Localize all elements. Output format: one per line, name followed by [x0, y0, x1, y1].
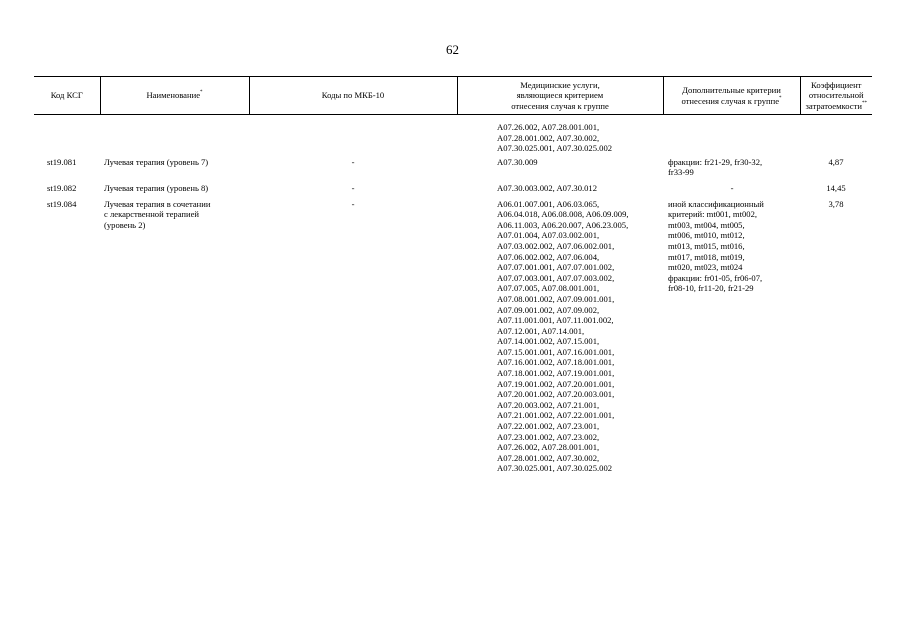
header-mkb: Коды по МКБ-10: [249, 77, 457, 115]
cost-coefficient: 14,45: [826, 182, 846, 193]
additional-criteria-line: критерий: mt001, mt002,: [668, 209, 758, 220]
additional-criteria-line: mt003, mt004, mt005,: [668, 219, 745, 230]
medical-services-line: A07.28.001.002, A07.30.002,: [497, 132, 600, 143]
medical-services-line: A07.14.001.002, A07.15.001,: [497, 336, 600, 347]
medical-services-line: A07.20.001.002, A07.20.003.001,: [497, 389, 615, 400]
ksg-name: [100, 198, 249, 474]
table-row: [34, 198, 872, 474]
medical-services-line: A07.01.004, A07.03.002.001,: [497, 230, 600, 241]
medical-services-line: A07.30.009: [497, 156, 538, 167]
medical-services-line: A07.12.001, A07.14.001,: [497, 325, 585, 336]
mkb-codes: -: [351, 156, 355, 167]
ksg-code: st19.082: [47, 182, 77, 193]
ksg-name-line: (уровень 2): [104, 219, 146, 230]
additional-criteria-line: фракции: fr21-29, fr30-32,: [668, 156, 763, 167]
header-code: Код КСГ: [34, 77, 100, 115]
medical-services-line: A06.01.007.001, A06.03.065,: [497, 198, 600, 209]
header-name: Наименование*: [100, 77, 249, 115]
medical-services-line: A07.20.003.002, A07.21.001,: [497, 399, 600, 410]
medical-services-line: A07.22.001.002, A07.23.001,: [497, 421, 600, 432]
header-coefficient: [800, 77, 872, 115]
header-services-line: являющиеся критерием: [516, 90, 604, 101]
table-row: [34, 182, 872, 194]
medical-services-line: A06.04.018, A06.08.008, A06.09.009,: [497, 209, 629, 220]
medical-services-line: A07.18.001.002, A07.19.001.001,: [497, 368, 615, 379]
ksg-code: st19.084: [47, 198, 77, 209]
mkb-codes: -: [351, 198, 355, 209]
table-row: [34, 121, 872, 154]
header-services-line: отнесения случая к группе: [511, 100, 609, 111]
header-criteria-line: отнесения случая к группе*: [681, 95, 782, 106]
medical-services-line: A07.07.005, A07.08.001.001,: [497, 283, 600, 294]
mkb-codes: -: [351, 182, 355, 193]
table-row: [34, 156, 872, 178]
medical-services: [457, 121, 663, 154]
additional-criteria-line: mt013, mt015, mt016,: [668, 240, 745, 251]
additional-criteria-line: -: [730, 182, 734, 193]
header-criteria-line: Дополнительные критерии: [682, 84, 781, 95]
additional-criteria-line: fr33-99: [668, 167, 694, 178]
ksg-name-line: с лекарственной терапией: [104, 209, 200, 220]
ksg-name-line: Лучевая терапия (уровень 7): [104, 156, 209, 167]
medical-services-line: A07.03.002.002, A07.06.002.001,: [497, 240, 615, 251]
medical-services-line: A07.06.002.002, A07.06.004,: [497, 251, 600, 262]
ksg-code: [34, 121, 100, 154]
header-coefficient-line: затратоемкости**: [805, 100, 867, 111]
additional-criteria-line: mt006, mt010, mt012,: [668, 230, 745, 241]
medical-services-line: A07.09.001.002, A07.09.002,: [497, 304, 600, 315]
cost-coefficient: 4,87: [828, 156, 844, 167]
medical-services-line: A07.21.001.002, A07.22.001.001,: [497, 410, 615, 421]
header-criteria: [663, 77, 800, 115]
table-header: [34, 77, 872, 115]
additional-criteria: [663, 121, 800, 154]
footnote-mark: **: [861, 100, 867, 106]
additional-criteria-line: mt020, mt023, mt024: [668, 262, 743, 273]
ksg-name-line: Лучевая терапия в сочетании: [104, 198, 211, 209]
ksg-name: [100, 121, 249, 154]
medical-services-line: A07.26.002, A07.28.001.001,: [497, 442, 600, 453]
additional-criteria-line: фракции: fr01-05, fr06-07,: [668, 272, 763, 283]
header-services: [457, 77, 663, 115]
additional-criteria: [663, 156, 800, 178]
footnote-mark: *: [200, 90, 203, 96]
cost-coefficient: 3,78: [828, 198, 844, 209]
medical-services-line: A07.30.003.002, A07.30.012: [497, 182, 598, 193]
ksg-table: [34, 76, 872, 474]
header-services-line: Медицинские услуги,: [520, 79, 600, 90]
medical-services-line: A07.23.001.002, A07.23.002,: [497, 431, 600, 442]
page-number: 62: [446, 42, 459, 57]
table-body: [34, 115, 872, 475]
medical-services-line: A07.16.001.002, A07.18.001.001,: [497, 357, 615, 368]
mkb-codes: [249, 121, 457, 154]
ksg-code: st19.081: [47, 156, 77, 167]
ksg-name: [100, 156, 249, 178]
header-coefficient-line: Коэффициент: [811, 79, 862, 90]
medical-services-line: A06.11.003, A06.20.007, A06.23.005,: [497, 219, 629, 230]
medical-services-line: A07.28.001.002, A07.30.002,: [497, 452, 600, 463]
medical-services-line: A07.15.001.001, A07.16.001.001,: [497, 346, 615, 357]
medical-services: [457, 156, 663, 178]
cost-coefficient: [800, 121, 872, 154]
additional-criteria: [663, 198, 800, 474]
medical-services-line: A07.07.001.001, A07.07.001.002,: [497, 262, 615, 273]
additional-criteria-line: иной классификационный: [668, 198, 764, 209]
medical-services-line: A07.08.001.002, A07.09.001.001,: [497, 293, 615, 304]
medical-services-line: A07.30.025.001, A07.30.025.002: [497, 143, 613, 154]
medical-services-line: A07.19.001.002, A07.20.001.001,: [497, 378, 615, 389]
medical-services: [457, 182, 663, 194]
footnote-mark: *: [779, 95, 782, 101]
header-coefficient-line: относительной: [808, 90, 864, 101]
medical-services-line: A07.11.001.001, A07.11.001.002,: [497, 315, 614, 326]
medical-services-line: A07.26.002, A07.28.001.001,: [497, 122, 600, 132]
medical-services: [457, 198, 663, 474]
ksg-name: [100, 182, 249, 194]
additional-criteria-line: mt017, mt018, mt019,: [668, 251, 745, 262]
ksg-name-line: Лучевая терапия (уровень 8): [104, 182, 209, 193]
medical-services-line: A07.07.003.001, A07.07.003.002,: [497, 272, 615, 283]
additional-criteria: [663, 182, 800, 194]
medical-services-line: A07.30.025.001, A07.30.025.002: [497, 463, 613, 474]
additional-criteria-line: fr08-10, fr11-20, fr21-29: [668, 283, 754, 294]
